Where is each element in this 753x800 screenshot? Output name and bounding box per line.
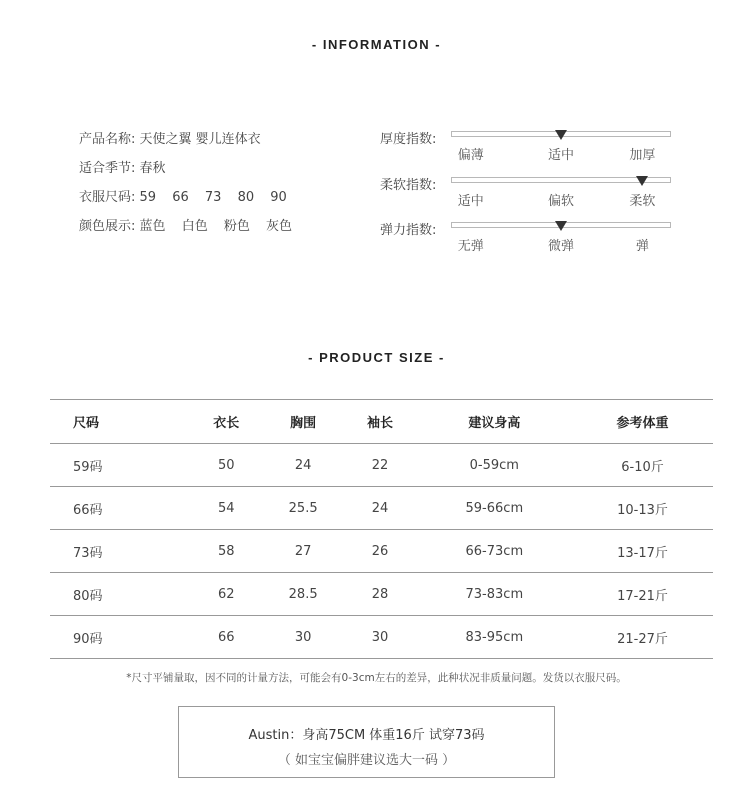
softness-track: [451, 177, 671, 183]
product-name-label: 产品名称:: [79, 132, 136, 147]
table-cell: 25.5: [263, 487, 344, 530]
thickness-track: [451, 131, 671, 137]
product-info-list: [79, 130, 304, 246]
table-cell: 54: [190, 487, 263, 530]
table-cell: 50: [190, 444, 263, 487]
table-cell: 26: [344, 530, 417, 573]
model-fit-info: Austin：身高75CM 体重16斤 试穿73码: [248, 728, 485, 743]
table-cell: 24: [263, 444, 344, 487]
table-cell: 13-17斤: [572, 530, 713, 573]
column-header: 衣长: [190, 400, 263, 444]
table-cell: 6-10斤: [572, 444, 713, 487]
product-size-title: - PRODUCT SIZE -: [308, 350, 445, 365]
model-fit-tip: （ 如宝宝偏胖建议选大一码 ）: [277, 753, 456, 768]
color-option: 灰色: [266, 219, 293, 234]
table-cell: 73码: [50, 530, 190, 573]
table-cell: 73-83cm: [417, 573, 572, 616]
elasticity-option: 弹: [635, 239, 649, 254]
softness-option: 柔软: [629, 194, 656, 209]
color-option: 粉色: [223, 219, 250, 234]
table-cell: 28.5: [263, 573, 344, 616]
column-header: 尺码: [50, 400, 190, 444]
column-header: 胸围: [263, 400, 344, 444]
table-cell: 58: [190, 530, 263, 573]
thickness-label: 厚度指数:: [380, 132, 437, 147]
softness-marker-icon: [636, 176, 648, 186]
table-cell: 59-66cm: [417, 487, 572, 530]
size-table: [50, 399, 713, 659]
table-row: [50, 487, 713, 530]
size-option: 73: [204, 190, 222, 205]
size-option: 80: [237, 190, 255, 205]
information-title: - INFORMATION -: [311, 37, 442, 52]
column-header: 袖长: [344, 400, 417, 444]
elasticity-option: 无弹: [457, 239, 484, 254]
table-cell: 83-95cm: [417, 616, 572, 659]
table-cell: 80码: [50, 573, 190, 616]
sizes-row: [79, 188, 304, 217]
elasticity-marker-icon: [555, 221, 567, 231]
table-cell: 30: [263, 616, 344, 659]
size-option: 90: [270, 190, 287, 205]
table-cell: 27: [263, 530, 344, 573]
table-cell: 66: [190, 616, 263, 659]
model-fit-box: [178, 706, 555, 778]
table-cell: 10-13斤: [572, 487, 713, 530]
season-value: 春秋: [139, 161, 166, 176]
thickness-option: 偏薄: [457, 148, 484, 163]
column-header: 参考体重: [572, 400, 713, 444]
table-cell: 21-27斤: [572, 616, 713, 659]
table-row: [50, 573, 713, 616]
table-row: [50, 530, 713, 573]
product-name-row: [79, 130, 304, 159]
colors-label: 颜色展示:: [79, 219, 136, 234]
table-cell: 0-59cm: [417, 444, 572, 487]
season-label: 适合季节:: [79, 161, 136, 176]
measurement-note: *尺寸平铺量取，因不同的计量方法，可能会有0-3cm左右的差异，此种状况非质量问题。发货以衣服尺码。: [126, 672, 627, 684]
table-cell: 62: [190, 573, 263, 616]
colors-row: [79, 217, 304, 246]
table-cell: 28: [344, 573, 417, 616]
elasticity-option: 微弹: [547, 239, 575, 254]
table-cell: 30: [344, 616, 417, 659]
thickness-marker-icon: [555, 130, 567, 140]
thickness-option: 加厚: [629, 148, 656, 163]
softness-option: 偏软: [547, 194, 575, 209]
table-row: [50, 444, 713, 487]
table-header-row: [50, 400, 713, 444]
table-cell: 24: [344, 487, 417, 530]
color-option: 白色: [181, 219, 208, 234]
column-header: 建议身高: [417, 400, 572, 444]
table-cell: 17-21斤: [572, 573, 713, 616]
softness-option: 适中: [457, 194, 484, 209]
color-option: 蓝色: [139, 219, 166, 234]
table-cell: 22: [344, 444, 417, 487]
product-name-value: 天使之翼 婴儿连体衣: [139, 132, 261, 147]
elasticity-label: 弹力指数:: [380, 223, 437, 238]
size-option: 59: [139, 190, 157, 205]
table-cell: 90码: [50, 616, 190, 659]
elasticity-track: [451, 222, 671, 228]
table-cell: 66-73cm: [417, 530, 572, 573]
size-option: 66: [172, 190, 189, 205]
table-cell: 66码: [50, 487, 190, 530]
thickness-option: 适中: [547, 148, 575, 163]
table-cell: 59码: [50, 444, 190, 487]
sizes-label: 衣服尺码:: [79, 190, 136, 205]
table-row: [50, 616, 713, 659]
softness-label: 柔软指数:: [380, 178, 437, 193]
season-row: [79, 159, 304, 188]
